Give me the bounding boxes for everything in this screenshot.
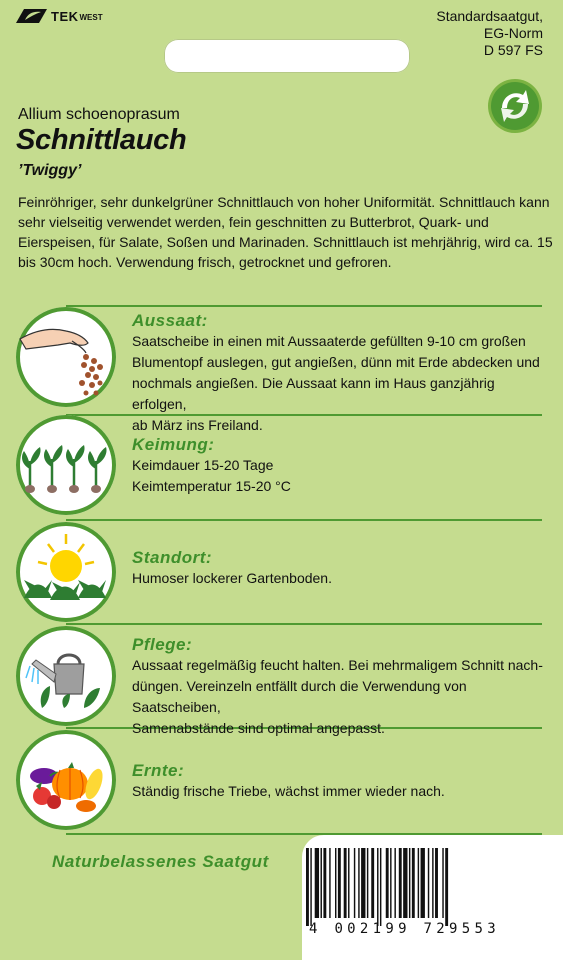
text-line: nochmals angießen. Die Aussaat kann im Haus ganzjährig erfolgen, — [132, 375, 495, 412]
text-line: Aussaat regelmäßig feucht halten. Bei mehrmaligem Schnitt nach- — [132, 657, 543, 673]
barcode-bar — [418, 848, 419, 918]
barcode-bar — [380, 848, 381, 926]
barcode-bar — [386, 848, 389, 918]
section-keimung — [132, 435, 552, 497]
seedlings-icon — [14, 413, 118, 517]
text-line: Humoser lockerer Gartenboden. — [132, 570, 332, 586]
text-line: Ständig frische Triebe, wächst immer wieder nach. — [132, 783, 445, 799]
section-divider — [66, 305, 542, 307]
barcode-bar — [361, 848, 365, 918]
section-ernte — [132, 761, 552, 802]
text-line: Saatscheibe in einen mit Aussaaterde gefüllten 9-10 cm großen — [132, 333, 526, 349]
barcode-bar — [367, 848, 368, 918]
barcode-bar — [409, 848, 410, 918]
hang-hole — [164, 39, 410, 73]
barcode-bar — [315, 848, 319, 918]
section-title-aussaat: Aussaat: — [132, 311, 208, 330]
leaf-logo-icon — [14, 8, 48, 24]
barcode-bar — [421, 848, 425, 918]
barcode-bar — [390, 848, 391, 918]
barcode-bar — [442, 848, 443, 918]
watering-can-icon — [14, 624, 118, 728]
barcode-bar — [335, 848, 336, 918]
barcode-bar — [310, 848, 311, 926]
barcode-bar — [399, 848, 402, 918]
sun-plants-icon — [14, 520, 118, 624]
section-title-keimung: Keimung: — [132, 435, 215, 454]
standard-line-3: D 597 FS — [483, 42, 543, 58]
barcode-bar — [371, 848, 374, 918]
barcode-bar — [435, 848, 438, 918]
text-line: düngen. Vereinzeln entfällt durch die Verwendung von Saatscheiben, — [132, 678, 467, 715]
section-text-standort — [132, 568, 552, 589]
standard-line-1: Standardsaatgut, — [436, 8, 543, 24]
section-title-ernte: Ernte: — [132, 761, 185, 780]
plant-name: Schnittlauch — [16, 124, 187, 156]
text-line: Samenabstände sind optimal angepasst. — [132, 720, 385, 736]
section-text-aussaat — [132, 331, 552, 436]
section-text-keimung — [132, 455, 552, 497]
brand-name: TEK — [51, 8, 79, 24]
section-divider — [66, 519, 542, 521]
section-pflege — [132, 635, 552, 739]
standard-line-2: EG-Norm — [483, 25, 543, 41]
barcode-bar — [358, 848, 359, 918]
barcode-number: 4 002199 729553 — [309, 921, 500, 937]
barcode-bar — [428, 848, 429, 918]
section-standort — [132, 548, 552, 589]
text-line: Keimtemperatur 15-20 °C — [132, 478, 291, 494]
barcode — [306, 848, 528, 926]
sowing-hand-icon — [14, 305, 118, 409]
section-text-ernte — [132, 781, 552, 802]
barcode-bar — [445, 848, 448, 926]
latin-name: Allium schoenoprasum — [18, 106, 180, 123]
barcode-bar — [321, 848, 322, 918]
harvest-vegetables-icon — [14, 728, 118, 832]
barcode-bar — [306, 848, 309, 926]
section-divider — [66, 623, 542, 625]
variety-name: ’Twiggy’ — [18, 162, 82, 179]
section-text-pflege — [132, 655, 552, 739]
text-line: ab März ins Freiland. — [132, 417, 263, 433]
brand-sub: WEST — [79, 13, 103, 22]
barcode-bar — [344, 848, 347, 918]
barcode-bar — [329, 848, 330, 918]
section-title-pflege: Pflege: — [132, 635, 193, 654]
standard-info — [436, 8, 543, 59]
barcode-bar — [348, 848, 349, 918]
barcode-bar — [338, 848, 341, 918]
barcode-bar — [432, 848, 433, 918]
text-line: Blumentopf auslegen, gut angießen, dünn mit Erde abdecken und — [132, 354, 540, 370]
section-title-standort: Standort: — [132, 548, 213, 567]
barcode-bar — [403, 848, 407, 918]
recycle-icon — [487, 78, 543, 134]
barcode-bar — [412, 848, 415, 918]
tagline: Naturbelassenes Saatgut — [52, 852, 269, 871]
section-aussaat — [132, 311, 552, 436]
barcode-bar — [394, 848, 395, 918]
barcode-bar — [323, 848, 326, 918]
text-line: Keimdauer 15-20 Tage — [132, 457, 274, 473]
barcode-bar — [354, 848, 355, 918]
plant-description: Feinröhriger, sehr dunkelgrüner Schnittlauch von hoher Uniformität. Schnittlauch kann sehr vielseitig verwendet werden, fein geschnitten zu Butterbrot, Quark- und Eierspeisen, für Salate, Soßen und Marinaden. Schnittlauch ist mehrjährig, wird ca. 15 bis 30cm hoch. Verwendung frisch, getrocknet und gefroren. — [18, 194, 553, 270]
brand-logo — [14, 8, 103, 24]
barcode-bar — [377, 848, 378, 926]
